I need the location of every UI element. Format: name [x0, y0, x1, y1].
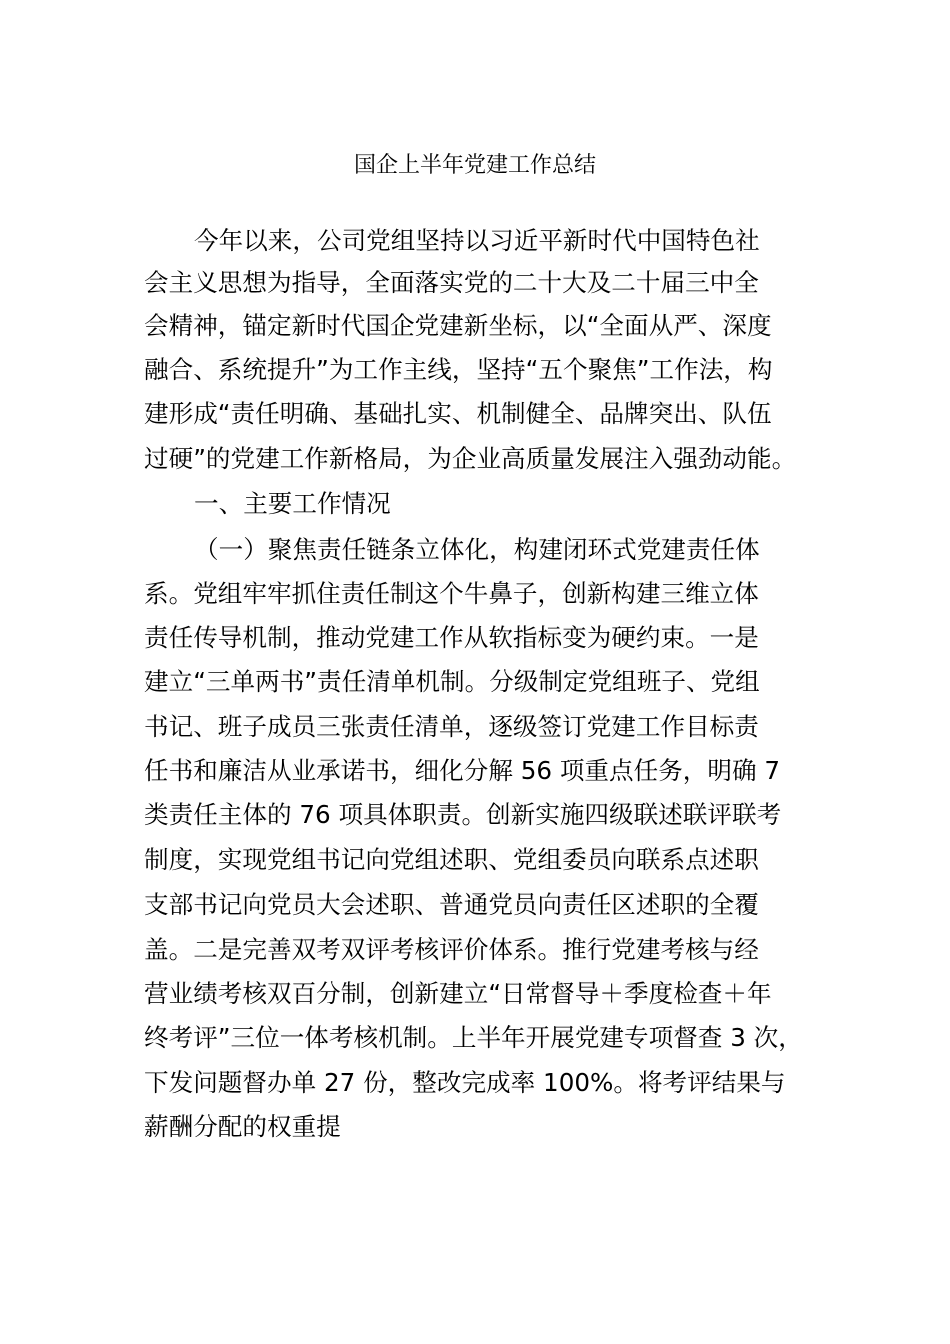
paragraph-line: 制度，实现党组书记向党组述职、党组委员向联系点述职	[144, 845, 759, 874]
paragraph-line: 今年以来，公司党组坚持以习近平新时代中国特色社	[194, 226, 760, 255]
paragraph-line: 终考评”三位一体考核机制。上半年开展党建专项督查 3 次，	[144, 1023, 803, 1052]
paragraph-line: 建立“三单两书”责任清单机制。分级制定党组班子、党组	[144, 667, 760, 696]
subsection-heading-line: （一）聚焦责任链条立体化，构建闭环式党建责任体	[194, 535, 760, 564]
paragraph-line: 会精神，锚定新时代国企党建新坐标，以“全面从严、深度	[144, 311, 772, 340]
paragraph-line: 盖。二是完善双考双评考核评价体系。推行党建考核与经	[144, 935, 759, 964]
paragraph-line: 书记、班子成员三张责任清单，逐级签订党建工作目标责	[144, 712, 759, 741]
paragraph-line: 建形成“责任明确、基础扎实、机制健全、品牌突出、队伍	[144, 399, 772, 428]
document-title: 国企上半年党建工作总结	[353, 153, 596, 178]
paragraph-line: 类责任主体的 76 项具体职责。创新实施四级联述联评联考	[144, 800, 782, 829]
paragraph-line: 下发问题督办单 27 份，整改完成率 100%。将考评结果与	[144, 1068, 786, 1097]
paragraph-line: 任书和廉洁从业承诺书，细化分解 56 项重点任务，明确 7	[144, 756, 781, 785]
paragraph-line: 薪酬分配的权重提	[144, 1112, 341, 1141]
paragraph-line: 融合、系统提升”为工作主线，坚持“五个聚焦”工作法，构	[144, 355, 773, 384]
paragraph-line: 会主义思想为指导，全面落实党的二十大及二十届三中全	[144, 268, 759, 297]
section-heading: 一、主要工作情况	[194, 489, 391, 518]
paragraph-line: 营业绩考核双百分制，创新建立“日常督导＋季度检查＋年	[144, 979, 772, 1008]
paragraph-line: 系。党组牢牢抓住责任制这个牛鼻子，创新构建三维立体	[144, 579, 759, 608]
paragraph-line: 支部书记向党员大会述职、普通党员向责任区述职的全覆	[144, 890, 759, 919]
paragraph-line: 责任传导机制，推动党建工作从软指标变为硬约束。一是	[144, 623, 759, 652]
paragraph-line: 过硬”的党建工作新格局，为企业高质量发展注入强劲动能。	[144, 444, 797, 473]
